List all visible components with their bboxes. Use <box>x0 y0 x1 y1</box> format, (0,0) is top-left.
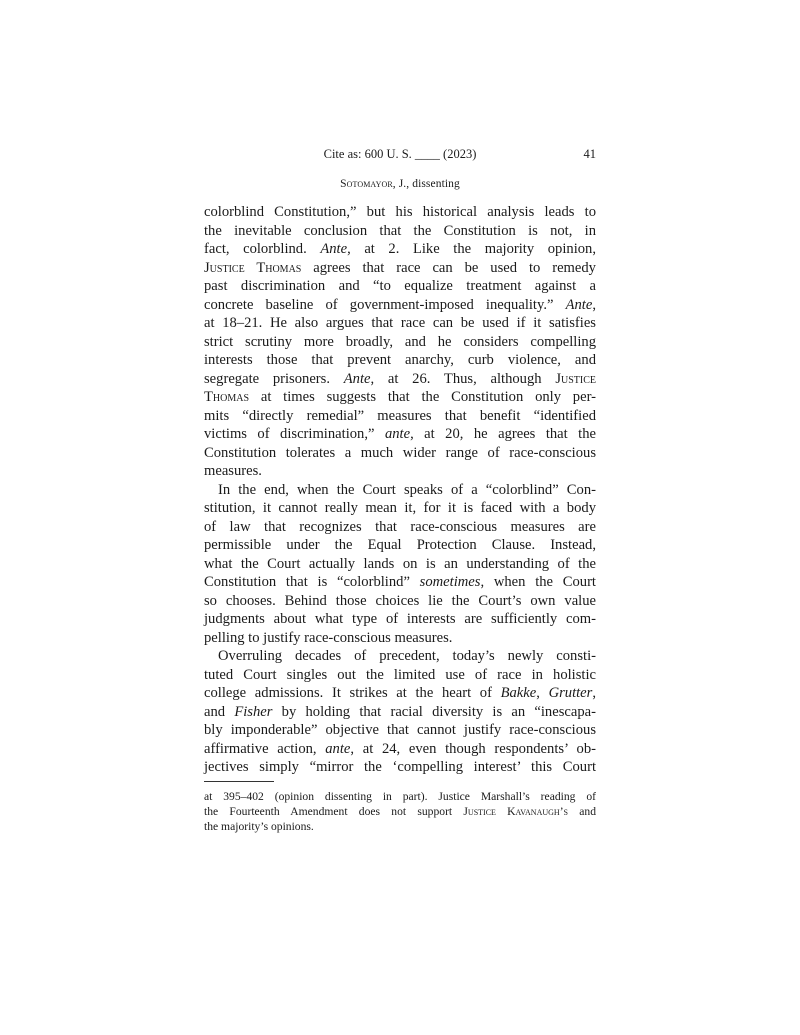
text-line: the inevitable conclusion that the Constitution is not, in <box>204 222 596 239</box>
footnote-line: the Fourteenth Amendment does not support Justice Kavanaugh’s and <box>204 805 597 818</box>
text-line: strict scrutiny more broadly, and he considers compelling <box>204 333 596 350</box>
text-line: colorblind Constitution,” but his historical analysis leads to <box>204 204 596 220</box>
text-line: bly imponderable” objective that cannot justify race-conscious <box>204 722 596 738</box>
paragraph-3 <box>204 647 596 777</box>
opinion-author-line <box>204 178 596 190</box>
text-line: concrete baseline of government-imposed inequality.” Ante, <box>204 296 596 313</box>
text-line: Thomas at times suggests that the Constitution only per- <box>204 389 596 405</box>
paragraph-2 <box>204 481 596 648</box>
text-line: so chooses. Behind those choices lie the Court’s own value <box>204 592 596 609</box>
text-line: past discrimination and “to equalize treatment against a <box>204 278 596 294</box>
text-line: judgments about what type of interests are sufficiently com- <box>204 611 596 627</box>
text-line: victims of discrimination,” ante, at 20, he agrees that the <box>204 426 596 442</box>
author-name: Sotomayor <box>340 178 393 190</box>
text-line: pelling to justify race-conscious measures. <box>204 629 453 646</box>
text-line: Constitution that is “colorblind” sometimes, when the Court <box>204 574 596 590</box>
text-line: measures. <box>204 463 262 479</box>
footnote-line: the majority’s opinions. <box>204 820 314 833</box>
footnote-line: at 395–402 (opinion dissenting in part). Justice Marshall’s reading of <box>204 790 596 803</box>
text-line: permissible under the Equal Protection Clause. Instead, <box>204 537 596 553</box>
text-line: jectives simply “mirror the ‘compelling interest’ this Court <box>204 759 596 775</box>
footnote <box>204 789 596 834</box>
author-suffix: , J., dissenting <box>392 178 460 190</box>
text-line: interests those that prevent anarchy, curb violence, and <box>204 352 596 368</box>
running-header <box>204 147 596 165</box>
paragraph-1 <box>204 203 596 481</box>
text-line: fact, colorblind. Ante, at 2. Like the majority opinion, <box>204 241 596 257</box>
text-line: mits “directly remedial” measures that benefit “identified <box>204 407 596 424</box>
text-line: Justice Thomas agrees that race can be used to remedy <box>204 259 596 276</box>
citation: Cite as: 600 U. S. ____ (2023) <box>323 147 477 161</box>
footnote-divider <box>204 781 274 782</box>
text-line: Constitution tolerates a much wider range of race-conscious <box>204 444 596 461</box>
text-line: affirmative action, ante, at 24, even though respondents’ ob- <box>204 740 596 757</box>
text-line: stitution, it cannot really mean it, for it is faced with a body <box>204 500 596 516</box>
text-line: and Fisher by holding that racial diversity is an “inescapa- <box>204 703 596 720</box>
text-line: tuted Court singles out the limited use of race in holistic <box>204 666 596 683</box>
text-line: at 18–21. He also argues that race can be used if it satisfies <box>204 315 596 331</box>
text-line: of law that recognizes that race-conscious measures are <box>204 518 596 535</box>
text-line: segregate prisoners. Ante, at 26. Thus, although Justice <box>204 370 596 387</box>
text-line: college admissions. It strikes at the heart of Bakke, Grutter, <box>204 685 596 701</box>
text-line: Overruling decades of precedent, today’s newly consti- <box>218 648 596 664</box>
opinion-body <box>204 203 596 777</box>
page-number: 41 <box>583 147 596 161</box>
text-line: what the Court actually lands on is an understanding of the <box>204 555 596 572</box>
text-line: In the end, when the Court speaks of a “colorblind” Con- <box>218 481 596 498</box>
